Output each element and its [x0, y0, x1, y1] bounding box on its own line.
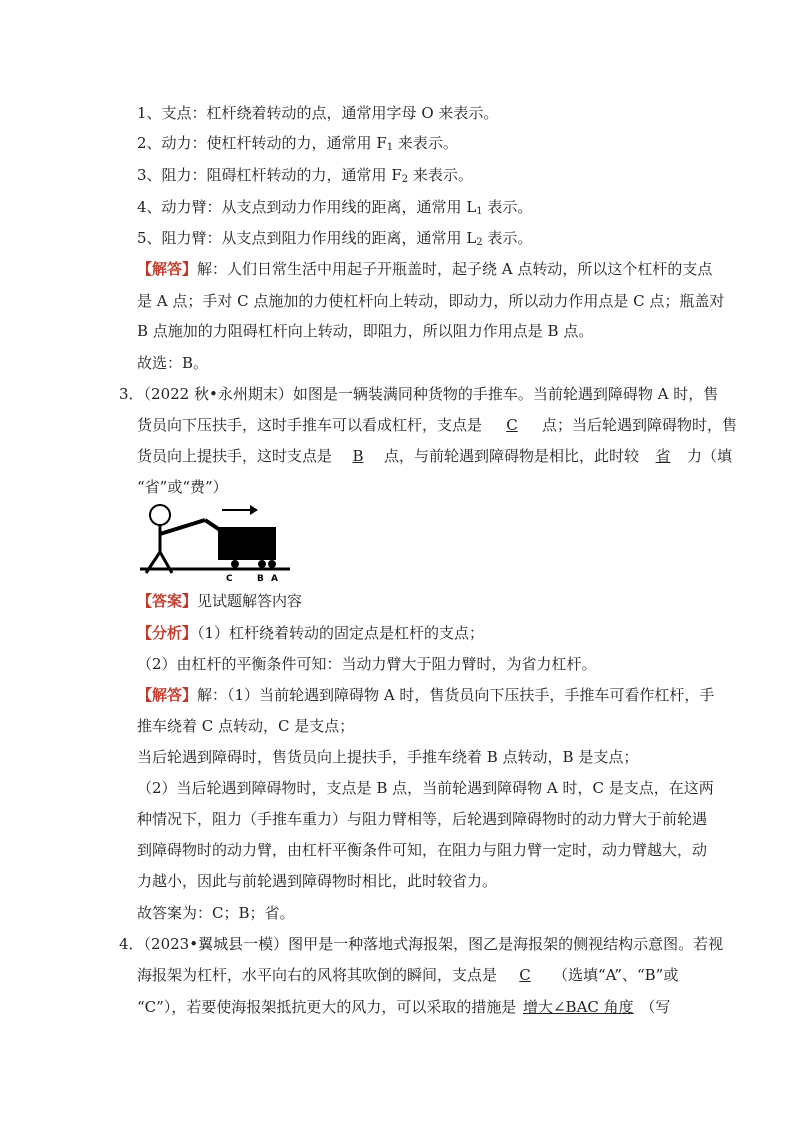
- wheel-b: [258, 560, 266, 568]
- force-arrow-head: [250, 505, 258, 515]
- q3-solution-4: （2）当后轮遇到障碍物时，支点是 B 点，当前轮遇到障碍物 A 时，C 是支点，在这两: [137, 779, 714, 797]
- answer-tag: 【答案】: [137, 592, 198, 610]
- q3-analysis-2: （2）由杠杆的平衡条件可知：当动力臂大于阻力臂时，为省力杠杆。: [137, 655, 597, 673]
- q3-analysis-1: 【分析】（1）杠杆绕着转动的固定点是杠杆的支点；: [137, 624, 485, 642]
- q3-line-1: 3．（2022 秋•永州期末）如图是一辆装满同种货物的手推车。当前轮遇到障碍物 A 时，售: [119, 385, 719, 403]
- q4-blank-2: 增大∠BAC 角度: [522, 998, 634, 1016]
- q3-line-4: “省”或“费”）: [137, 478, 228, 496]
- label-b: B: [257, 574, 264, 584]
- q3-blank-3: 省: [655, 447, 671, 465]
- label-a: A: [271, 574, 278, 584]
- q3-solution-2: 推车绕着 C 点转动，C 是支点；: [137, 717, 355, 735]
- label-c: C: [226, 574, 233, 584]
- q3-solution-6: 到障碍物时的动力臂，由杠杆平衡条件可知，在阻力与阻力臂一定时，动力臂越大，动: [137, 841, 708, 859]
- q2-solution-line-1: 【解答】解：人们日常生活中用起子开瓶盖时，起子绕 A 点转动，所以这个杠杆的支点: [137, 260, 713, 278]
- def-2: 2、动力：使杠杆转动的力，通常用 $F_1$ 来表示。: [137, 134, 458, 153]
- q3-line-2: 货员向下压扶手，这时手推车可以看成杠杆，支点是 C 点；当后轮遇到障碍物时，售: [137, 416, 738, 434]
- def-4: 4、动力臂：从支点到动力作用线的距离，通常用 $L_1$ 表示。: [137, 198, 533, 217]
- q3-blank-2: B: [352, 447, 364, 465]
- q3-line-3: 货员向上提扶手，这时支点是 B 点，与前轮遇到障碍物是相比，此时较 省 力（填: [137, 447, 733, 465]
- def-3: 3、阻力：阻碍杠杆转动的力，通常用 $F_2$ 来表示。: [137, 166, 473, 185]
- def-1: 1、支点：杠杆绕着转动的点，通常用字母 O 来表示。: [137, 104, 499, 122]
- q4-blank-1: C: [519, 966, 531, 984]
- analysis-tag: 【分析】: [137, 624, 198, 642]
- wheel-a: [268, 560, 276, 568]
- cart-handle: [205, 520, 220, 530]
- q2-solution-line-2: 是 A 点；手对 C 点施加的力使杠杆向上转动，即动力，所以动力作用点是 C 点；瓶盖对: [137, 292, 725, 310]
- q4-line-3: “C”），若要使海报架抵抗更大的风力，可以采取的措施是 增大∠BAC 角度 （写: [137, 998, 671, 1016]
- q3-blank-1: C: [506, 416, 518, 434]
- q3-final-answer: 故答案为：C；B；省。: [137, 904, 295, 922]
- q3-solution-5: 种情况下，阻力（手推车重力）与阻力臂相等，后轮遇到障碍物时的动力臂大于前轮遇: [137, 810, 708, 828]
- q2-solution-line-3: B 点施加的力阻碍杠杆向上转动，即阻力，所以阻力作用点是 B 点。: [137, 322, 594, 340]
- def-5: 5、阻力臂：从支点到阻力作用线的距离，通常用 $L_2$ 表示。: [137, 229, 533, 248]
- q3-answer: 【答案】见试题解答内容: [137, 592, 303, 610]
- q2-choice: 故选：B。: [137, 354, 209, 372]
- q3-solution-7: 力越小，因此与前轮遇到障碍物时相比，此时较省力。: [137, 872, 498, 890]
- person-head: [150, 505, 170, 525]
- wheel-c: [231, 560, 239, 568]
- q3-solution-3: 当后轮遇到障碍时，售货员向上提扶手，手推车绕着 B 点转动，B 是支点；: [137, 748, 639, 766]
- q3-solution-1: 【解答】解：（1）当前轮遇到障碍物 A 时，售货员向下压扶手，手推车可看作杠杆，手: [137, 686, 715, 704]
- handcart-figure: [140, 500, 290, 585]
- solution-tag: 【解答】: [137, 260, 198, 278]
- q4-line-2: 海报架为杠杆，水平向右的风将其吹倒的瞬间，支点是 C （选填“A”、“B”或: [137, 966, 679, 984]
- q4-line-1: 4．（2023•翼城县一模）图甲是一种落地式海报架，图乙是海报架的侧视结构示意图。若视: [119, 935, 724, 953]
- solution-tag: 【解答】: [137, 686, 198, 704]
- cart-body: [218, 527, 276, 560]
